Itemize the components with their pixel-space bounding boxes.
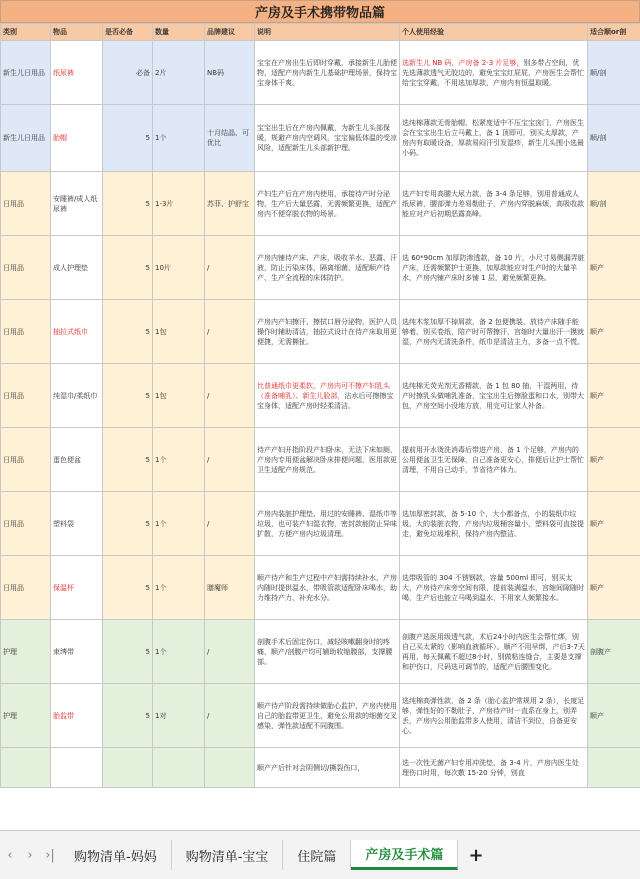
delivery-type-cell[interactable] [588,236,640,300]
quantity-cell-text: 1个 [155,519,167,528]
description-cell[interactable] [255,684,400,748]
description-cell[interactable] [255,428,400,492]
category-cell-text: 日用品 [3,263,24,272]
description-text: 顺产产后针对会阴侧切/撕裂伤口， [257,763,365,772]
delivery-type-cell-text: 顺产 [590,391,604,400]
header-cell[interactable]: 物品 [51,24,103,41]
experience-text: 选纯棉薄款无骨胎帽，松紧度适中不压宝宝囟门，产房医生会在宝宝出生后立马戴上，备 1 顶即可，别买太厚款，产房内有取暖设备，厚款易闷汗引发湿疹，新生儿头围小选最小码。 [402,119,584,157]
category-cell[interactable] [1,684,51,748]
required-cell[interactable] [103,364,153,428]
required-cell[interactable] [103,428,153,492]
brand-cell[interactable] [205,684,255,748]
description-cell[interactable] [255,620,400,684]
delivery-type-cell[interactable] [588,748,640,788]
required-cell[interactable] [103,105,153,172]
category-cell-text: 新生儿日用品 [3,134,45,142]
item-cell-text: 胎监带 [53,711,74,720]
item-cell-text: 纸尿裤 [53,68,74,77]
category-cell-text: 日用品 [3,327,24,336]
quantity-cell[interactable] [153,236,205,300]
description-cell[interactable] [255,41,400,105]
category-cell-text: 护理 [3,711,17,720]
brand-cell-text: / [207,711,210,720]
delivery-type-cell-text: 顺产 [590,263,604,272]
header-cell[interactable]: 类别 [1,24,51,41]
item-cell-text: 成人护理垫 [53,263,88,272]
delivery-type-cell-text: 顺产 [590,327,604,336]
item-cell[interactable] [51,492,103,556]
experience-text: 选一次性无菌产妇专用冲洗垫，备 3-4 片，产房内医生处理伤口时用，每次敷 15-20 分钟，别直 [402,758,579,777]
description-text: 沾水后可擦擦宝宝身体，适配产房时轻柔清洁。 [257,391,394,410]
description-text: 顺产待产阶段需持续做胎心监护，产房内使用自己的胎监带更卫生，避免公用款的细菌交叉感染，弹性款适配不同腹围。 [257,701,397,730]
experience-cell[interactable] [400,364,588,428]
delivery-type-cell-text: 顺产 [590,583,604,592]
delivery-type-cell[interactable] [588,684,640,748]
header-cell[interactable]: 是否必备 [103,24,153,41]
brand-cell-text: / [207,391,210,400]
table-row [1,620,640,684]
category-cell[interactable] [1,41,51,105]
delivery-type-cell-text: 剖腹产 [590,647,611,656]
category-cell-text: 日用品 [3,519,24,528]
category-cell-text: 日用品 [3,583,24,592]
quantity-cell-text: 10片 [155,263,171,272]
required-cell[interactable] [103,300,153,364]
category-cell-text: 日用品 [3,391,24,400]
add-sheet-button[interactable]: + [468,844,484,866]
header-cell[interactable]: 个人使用经验 [400,24,588,41]
item-cell-text: 蛋色便盆 [53,455,81,464]
header-cell[interactable]: 适合顺or剖 [588,24,640,41]
experience-cell[interactable] [400,41,588,105]
required-cell[interactable] [103,620,153,684]
experience-cell[interactable] [400,105,588,172]
quantity-cell-text: 1包 [155,391,167,400]
table-row [1,41,640,105]
experience-cell[interactable] [400,428,588,492]
brand-cell[interactable] [205,620,255,684]
brand-cell[interactable] [205,556,255,620]
experience-text: 选带吸管的 304 不锈钢款，容量 500ml 即可，别买太大，产房待产床旁空间有限，提前装满温水，宫缩间隙随时喝，生产后也能立马喝到温水，不用家人频繁接水。 [402,573,584,602]
item-cell[interactable] [51,620,103,684]
header-row [1,24,640,41]
category-cell-text: 日用品 [3,455,24,464]
category-cell[interactable] [1,492,51,556]
required-cell[interactable] [103,748,153,788]
required-cell-text: 5 [145,199,150,208]
tab-scroll-next-button[interactable]: › [27,847,33,863]
description-text: 产房内装脏护理垫、用过的安睡裤、湿纸巾等垃圾，也可装产妇湿衣物，密封款能防止异味扩散，方便产房内垃圾清理。 [257,509,397,538]
delivery-type-cell[interactable] [588,300,640,364]
quantity-cell-text: 2片 [155,68,167,77]
tab-shopping-mom[interactable]: 购物清单-妈妈 [60,840,172,870]
delivery-type-cell-text: 顺/剖 [590,134,607,142]
table-row [1,364,640,428]
required-cell-text: 5 [145,711,150,720]
required-cell[interactable] [103,556,153,620]
experience-text: 选产妇专用高腰大尿力款，备 3-4 条足够，别用普通成人纸尿裤，腰部弹力差易勒肚子，产房内穿脱麻烦，高吸收款能应对产后初期恶露高峰。 [402,189,584,218]
quantity-cell-text: 1-3片 [155,199,174,208]
experience-cell[interactable] [400,684,588,748]
item-cell-text: 胎帽 [53,134,67,142]
delivery-type-cell[interactable] [588,428,640,492]
category-cell[interactable] [1,172,51,236]
description-text: 宝宝在产房出生后即时穿戴，承接新生儿胎便物，适配产房内新生儿基础护理场景，保持宝宝身体干爽。 [257,58,397,87]
category-cell[interactable] [1,364,51,428]
item-cell[interactable] [51,236,103,300]
description-cell[interactable] [255,172,400,236]
delivery-type-cell[interactable] [588,364,640,428]
brand-cell-text: 苏菲、护舒宝 [207,199,249,208]
experience-cell[interactable] [400,556,588,620]
quantity-cell-text: 1对 [155,711,167,720]
quantity-cell[interactable] [153,556,205,620]
items-table [0,23,640,788]
description-cell[interactable] [255,105,400,172]
item-cell[interactable] [51,428,103,492]
experience-text: 剖腹产选医用级透气款，术后24小时内医生会帮忙绑，别自己买太紧的（影响血液循环）。顺产不用早绑，产后3-7天再用，每天佩戴不超过8小时，别做粘连缝合，主要是支撑和护伤口，尺码选可调节的，适配产后腰围变化。 [402,632,585,671]
quantity-cell[interactable] [153,105,205,172]
quantity-cell[interactable] [153,364,205,428]
experience-text: 选加厚密封款，备 5-10 个，大小都备点，小的装纸巾垃圾，大的装脏衣物，产房内垃圾桶容量小，塑料袋可直接提走，避免垃圾堆积，保持产房内整洁。 [402,509,584,538]
header-cell[interactable]: 数量 [153,24,205,41]
experience-cell[interactable] [400,492,588,556]
brand-cell[interactable] [205,492,255,556]
delivery-type-cell-text: 顺产 [590,519,604,528]
item-cell-text: 束缚带 [53,647,74,656]
quantity-cell[interactable] [153,492,205,556]
brand-cell-text: / [207,327,210,336]
brand-cell-text: NB码 [207,68,225,77]
brand-cell[interactable] [205,364,255,428]
quantity-cell[interactable] [153,300,205,364]
delivery-type-cell-text: 顺/剖 [590,68,607,77]
experience-cell[interactable] [400,236,588,300]
required-cell[interactable] [103,492,153,556]
delivery-type-cell[interactable] [588,172,640,236]
header-cell[interactable]: 品牌建议 [205,24,255,41]
quantity-cell[interactable] [153,748,205,788]
description-cell[interactable] [255,556,400,620]
delivery-type-cell-text: 顺/剖 [590,199,607,208]
experience-cell[interactable] [400,748,588,788]
description-text: 剖腹手术后固定伤口，减轻咳嗽翻身时的疼痛，顺产/剖腹产均可辅助收缩腹部，支撑腰部。 [257,637,393,666]
required-cell-text: 5 [145,134,150,142]
description-cell[interactable] [255,300,400,364]
table-row [1,748,640,788]
brand-cell-text: / [207,519,210,528]
delivery-type-cell[interactable] [588,41,640,105]
brand-cell[interactable] [205,428,255,492]
description-text: 顺产待产和生产过程中产妇需持续补水，产房内随时提供温水，带吸管款适配卧床喝水，助力维持产力、补充水分。 [257,573,397,602]
brand-cell[interactable] [205,172,255,236]
delivery-type-cell[interactable] [588,492,640,556]
table-row [1,556,640,620]
tab-hospital-stay[interactable]: 住院篇 [283,840,351,870]
experience-text: 选纯棉无荧光剂无香精款，备 1 包 80 抽，干湿两用，待产时擦乳头做哺乳准备，宝宝出生后擦脸蛋和口水，别带大包，产房空间小没地方放，用完可让家人补备。 [402,381,584,410]
table-row [1,300,640,364]
item-cell[interactable] [51,556,103,620]
table-row [1,492,640,556]
experience-cell[interactable] [400,300,588,364]
quantity-cell[interactable] [153,428,205,492]
sheet-title: 产房及手术携带物品篇 [0,0,640,23]
brand-cell-text: / [207,647,210,656]
tab-scroll-last-button[interactable]: ›| [45,847,55,863]
description-highlight: 比普通纸巾更柔软，产房内可不擦产妇乳头（准备哺乳）、新生儿脸部， [257,381,390,400]
experience-text: 别多带占空间，优先选薄款透气无胶边的，避免宝宝红屁屁，产房医生会帮忙给宝宝穿戴，不用选加厚款，产房内有恒温取暖。 [402,58,584,87]
experience-text: 提前用开水烫洗消毒后带进产房，备 1 个足够，产房内的公用便盆卫生无保障，自己准备更安心，排便后让护士帮忙清理，不用自己动手，节省待产体力。 [402,445,584,474]
required-cell-text: 5 [145,263,150,272]
sheet-tab-bar [0,830,640,879]
table-row [1,172,640,236]
required-cell-text: 5 [145,391,150,400]
tab-delivery-room[interactable]: 产房及手术篇 [351,840,458,870]
delivery-type-cell[interactable] [588,620,640,684]
table-row [1,428,640,492]
experience-cell[interactable] [400,620,588,684]
brand-cell-text: 膳魔师 [207,583,228,592]
quantity-cell[interactable] [153,172,205,236]
item-cell-text: 保温杯 [53,583,74,592]
item-cell-text: 纯湿巾/柔纸巾 [53,391,98,400]
quantity-cell[interactable] [153,684,205,748]
header-cell[interactable]: 说明 [255,24,400,41]
description-text: 待产产妇开指阶段产妇卧床，无法下床如厕，产房内专用便盆解决卧床排便问题，医用款更卫生适配产房规范。 [257,445,397,474]
item-cell[interactable] [51,172,103,236]
brand-cell[interactable] [205,105,255,172]
item-cell-text: 抽拉式纸巾 [53,327,88,336]
category-cell[interactable] [1,105,51,172]
category-cell[interactable] [1,428,51,492]
description-text: 产房内产妇擦汗、擦拭口唇分泌物，医护人员操作时辅助清洁，抽拉式设计在待产床取用更便捷，无需撕扯。 [257,317,397,346]
category-cell-text: 日用品 [3,199,24,208]
category-cell[interactable] [1,300,51,364]
experience-text: 选 60*90cm 加厚防渗透款，备 10 片，小尺寸易侧漏弄脏产床，还需频繁护士更换，加厚款能应对生产时的大量羊水，产房内铺产床时多铺 1 层，避免频繁更换。 [402,253,585,282]
brand-cell[interactable] [205,300,255,364]
description-cell[interactable] [255,364,400,428]
table-row [1,105,640,172]
brand-cell[interactable] [205,236,255,300]
category-cell-text: 新生儿日用品 [3,68,45,77]
brand-cell[interactable] [205,41,255,105]
item-cell[interactable] [51,748,103,788]
brand-cell-text: / [207,263,210,272]
quantity-cell-text: 1个 [155,134,167,142]
description-text: 产房内铺待产床、产床，吸收羊水、恶露、汗液，防止污染床体，隔离细菌，适配顺产待产、生产全流程的床体防护。 [257,253,397,282]
category-cell[interactable] [1,748,51,788]
quantity-cell-text: 1个 [155,455,167,464]
required-cell-text: 5 [145,327,150,336]
item-cell[interactable] [51,364,103,428]
description-text: 产妇生产后在产房内使用，承接待产时分泌物、生产后大量恶露，无需频繁更换，适配产房内不便穿脱衣物的场景。 [257,189,397,218]
brand-cell[interactable] [205,748,255,788]
description-cell[interactable] [255,492,400,556]
required-cell[interactable] [103,172,153,236]
required-cell[interactable] [103,684,153,748]
quantity-cell-text: 1包 [155,327,167,336]
brand-cell-text: / [207,455,210,464]
tab-scroll-prev-button[interactable]: ‹ [7,847,13,863]
quantity-cell-text: 1个 [155,583,167,592]
category-cell-text: 护理 [3,647,17,656]
brand-cell-text: 十月结晶、可优比 [207,129,249,147]
required-cell[interactable] [103,236,153,300]
required-cell-text: 5 [145,455,150,464]
item-cell-text: 安睡裤/成人纸尿裤 [53,194,98,213]
experience-text: 选纯棉高弹性款，备 2 条（胎心监护常规用 2 条），长度足够，弹性好的不勒肚子，产房待产时一直系在身上，别弄丢，产房内公用胎监带多人使用，清洁不到位，自备更安心。 [402,696,585,735]
required-cell-text: 5 [145,647,150,656]
required-cell-text: 5 [145,519,150,528]
delivery-type-cell[interactable] [588,556,640,620]
delivery-type-cell[interactable] [588,105,640,172]
category-cell[interactable] [1,556,51,620]
tab-shopping-baby[interactable]: 购物清单-宝宝 [172,840,284,870]
quantity-cell[interactable] [153,620,205,684]
item-cell[interactable] [51,300,103,364]
item-cell-text: 塑料袋 [53,519,74,528]
quantity-cell-text: 1个 [155,647,167,656]
delivery-type-cell-text: 顺产 [590,455,604,464]
category-cell[interactable] [1,620,51,684]
description-cell[interactable] [255,748,400,788]
description-cell[interactable] [255,236,400,300]
required-cell[interactable] [103,41,153,105]
item-cell[interactable] [51,105,103,172]
table-row [1,684,640,748]
item-cell[interactable] [51,41,103,105]
required-cell-text: 5 [145,583,150,592]
experience-text: 选纯木浆加厚不掉屑款，备 2 包便携装，放待产床随手能够着，别买卷纸，陪产时可帮擦汗，宫缩时大量出汗一摸就湿，产房内无清洗条件，纸巾是清洁主力，多备一点不慌。 [402,317,584,346]
experience-cell[interactable] [400,172,588,236]
quantity-cell[interactable] [153,41,205,105]
item-cell[interactable] [51,684,103,748]
table-row [1,236,640,300]
description-text: 宝宝出生后在产房内佩戴，为新生儿头部保暖，规避产房内空调风，宝宝偏低体温的受凉风险，适配新生儿头部新护理。 [257,124,397,152]
delivery-type-cell-text: 顺产 [590,711,604,720]
category-cell[interactable] [1,236,51,300]
required-cell-text: 必备 [136,68,150,77]
experience-highlight: 选新生儿 NB 码，产房备 2-3 片足够， [402,58,524,67]
